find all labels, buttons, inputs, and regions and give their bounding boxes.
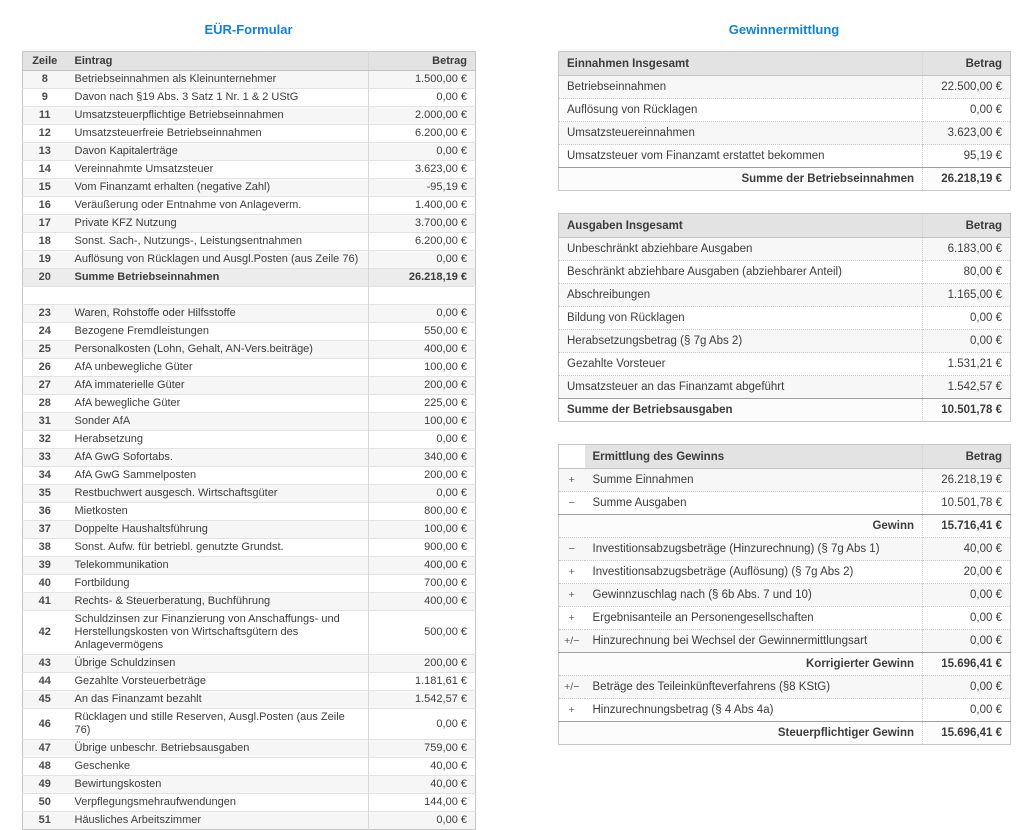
entry-label-cell: Telekommunikation	[67, 557, 369, 575]
sign-cell	[559, 515, 585, 538]
table-row	[23, 179, 476, 197]
amount-cell: 100,00 €	[369, 359, 476, 377]
amount-cell: 1.500,00 €	[369, 71, 476, 89]
row-number-cell: 31	[23, 413, 67, 431]
sum-row	[559, 168, 1011, 191]
table-row	[23, 521, 476, 539]
sign-cell: −	[559, 538, 585, 561]
amount-cell: 500,00 €	[369, 611, 476, 655]
amount-cell: 6.200,00 €	[369, 125, 476, 143]
amount-cell: 800,00 €	[369, 503, 476, 521]
amount-cell: 0,00 €	[923, 584, 1011, 607]
sign-cell: +	[559, 607, 585, 630]
entry-label-cell: Betriebseinnahmen als Kleinunternehmer	[67, 71, 369, 89]
sum-row	[559, 653, 1011, 676]
entry-label-cell: Schuldzinsen zur Finanzierung von Anschaffungs- und Herstellungskosten von Wirtschaftsgütern des Anlagevermögens	[67, 611, 369, 655]
sign-cell: +	[559, 561, 585, 584]
table-row	[559, 284, 1011, 307]
amount-cell: 80,00 €	[923, 261, 1011, 284]
amount-cell: -95,19 €	[369, 179, 476, 197]
spacer-cell	[23, 287, 369, 305]
entry-label-cell: Umsatzsteuereinnahmen	[559, 122, 923, 145]
amount-cell: 0,00 €	[369, 305, 476, 323]
table-header-row	[23, 52, 476, 71]
sum-row	[559, 515, 1011, 538]
amount-cell: 26.218,19 €	[923, 168, 1011, 191]
row-number-cell: 11	[23, 107, 67, 125]
entry-label-cell: Umsatzsteuer vom Finanzamt erstattet bekommen	[559, 145, 923, 168]
entry-label-cell: Investitionsabzugsbeträge (Auflösung) (§ 7g Abs 2)	[585, 561, 923, 584]
entry-label-cell: Hinzurechnung bei Wechsel der Gewinnermittlungsart	[585, 630, 923, 653]
row-number-cell: 17	[23, 215, 67, 233]
row-number-cell: 8	[23, 71, 67, 89]
table-row	[23, 323, 476, 341]
table-row	[23, 125, 476, 143]
entry-label-cell: Summe Ausgaben	[585, 492, 923, 515]
entry-label-cell: An das Finanzamt bezahlt	[67, 691, 369, 709]
amount-cell: 15.696,41 €	[923, 653, 1011, 676]
entry-label-cell: Auflösung von Rücklagen	[559, 99, 923, 122]
entry-label-cell: Sonst. Sach-, Nutzungs-, Leistungsentnahmen	[67, 233, 369, 251]
gewinnermittlung-tables	[558, 51, 1010, 745]
row-number-cell: 27	[23, 377, 67, 395]
amount-cell: 100,00 €	[369, 521, 476, 539]
table-row	[23, 575, 476, 593]
sign-cell: +	[559, 699, 585, 722]
table-row	[23, 794, 476, 812]
entry-label-cell: Herabsetzungsbetrag (§ 7g Abs 2)	[559, 330, 923, 353]
table-header-row	[559, 214, 1011, 238]
amount-cell: 100,00 €	[369, 413, 476, 431]
row-number-cell: 35	[23, 485, 67, 503]
eur-form-table	[22, 51, 476, 830]
entry-label-cell: Häusliches Arbeitszimmer	[67, 812, 369, 830]
entry-label-cell: Unbeschränkt abziehbare Ausgaben	[559, 238, 923, 261]
spacer-row	[23, 287, 476, 305]
row-number-cell: 32	[23, 431, 67, 449]
table-row	[23, 413, 476, 431]
gewinnermittlung-panel	[558, 22, 1010, 767]
entry-label-cell: Gewinnzuschlag nach (§ 6b Abs. 7 und 10)	[585, 584, 923, 607]
entry-label-cell: AfA GwG Sofortabs.	[67, 449, 369, 467]
amount-cell: 40,00 €	[369, 776, 476, 794]
row-number-cell: 26	[23, 359, 67, 377]
row-number-cell: 47	[23, 740, 67, 758]
amount-cell: 3.623,00 €	[369, 161, 476, 179]
table-header-row	[559, 445, 1011, 469]
amount-cell: 0,00 €	[923, 630, 1011, 653]
entry-label-cell: Gewinn	[585, 515, 923, 538]
table-row	[23, 215, 476, 233]
amount-cell: 3.700,00 €	[369, 215, 476, 233]
entry-label-cell: Ergebnisanteile an Personengesellschaften	[585, 607, 923, 630]
row-number-cell: 16	[23, 197, 67, 215]
amount-cell: 0,00 €	[923, 676, 1011, 699]
amount-cell: 0,00 €	[923, 307, 1011, 330]
table-row	[559, 307, 1011, 330]
spacer-amount-cell	[369, 287, 476, 305]
table-row	[559, 353, 1011, 376]
entry-label-cell: Waren, Rohstoffe oder Hilfsstoffe	[67, 305, 369, 323]
row-number-cell: 43	[23, 655, 67, 673]
amount-cell: 400,00 €	[369, 557, 476, 575]
entry-label-cell: Vom Finanzamt erhalten (negative Zahl)	[67, 179, 369, 197]
amount-cell: 340,00 €	[369, 449, 476, 467]
table-row	[23, 655, 476, 673]
table-row	[23, 71, 476, 89]
row-number-cell: 38	[23, 539, 67, 557]
entry-label-cell: Davon nach §19 Abs. 3 Satz 1 Nr. 1 & 2 UStG	[67, 89, 369, 107]
sign-column-header	[559, 445, 585, 469]
entry-label-cell: Hinzurechnungsbetrag (§ 4 Abs 4a)	[585, 699, 923, 722]
entry-label-cell: Betriebseinnahmen	[559, 76, 923, 99]
table-row	[559, 538, 1011, 561]
table-row	[559, 630, 1011, 653]
row-number-cell: 9	[23, 89, 67, 107]
table-row	[559, 561, 1011, 584]
row-number-cell: 25	[23, 341, 67, 359]
table-row	[23, 611, 476, 655]
sign-cell	[559, 653, 585, 676]
eur-form-panel	[22, 22, 475, 830]
section-header-label: Ermittlung des Gewinns	[585, 445, 923, 469]
table-row	[23, 197, 476, 215]
table-row	[23, 89, 476, 107]
table-row	[559, 330, 1011, 353]
sign-cell: +	[559, 584, 585, 607]
entry-label-cell: Restbuchwert ausgesch. Wirtschaftsgüter	[67, 485, 369, 503]
entry-label-cell: Vereinnahmte Umsatzsteuer	[67, 161, 369, 179]
amount-cell: 22.500,00 €	[923, 76, 1011, 99]
eur-form-title: EÜR-Formular	[204, 22, 293, 37]
table-row	[23, 691, 476, 709]
entry-label-cell: Sonst. Aufw. für betriebl. genutzte Grundst.	[67, 539, 369, 557]
table-row	[23, 812, 476, 830]
table-row	[23, 251, 476, 269]
amount-cell: 144,00 €	[369, 794, 476, 812]
table-row	[559, 122, 1011, 145]
amount-cell: 0,00 €	[369, 709, 476, 740]
entry-label-cell: Beschränkt abziehbare Ausgaben (abziehbarer Anteil)	[559, 261, 923, 284]
amount-cell: 759,00 €	[369, 740, 476, 758]
row-number-cell: 33	[23, 449, 67, 467]
row-number-cell: 45	[23, 691, 67, 709]
entry-label-cell: Private KFZ Nutzung	[67, 215, 369, 233]
amount-cell: 1.542,57 €	[369, 691, 476, 709]
row-number-cell: 12	[23, 125, 67, 143]
entry-label-cell: Sonder AfA	[67, 413, 369, 431]
table-row	[23, 161, 476, 179]
table-row	[23, 107, 476, 125]
amount-cell: 10.501,78 €	[923, 399, 1011, 422]
table-row	[23, 359, 476, 377]
table-row	[559, 376, 1011, 399]
table-row	[23, 233, 476, 251]
amount-cell: 6.200,00 €	[369, 233, 476, 251]
row-number-cell: 39	[23, 557, 67, 575]
amount-cell: 20,00 €	[923, 561, 1011, 584]
entry-label-cell: Davon Kapitalerträge	[67, 143, 369, 161]
gewinn-table-1	[558, 213, 1011, 422]
amount-cell: 40,00 €	[923, 538, 1011, 561]
sign-cell: +/−	[559, 630, 585, 653]
sign-cell: −	[559, 492, 585, 515]
row-number-cell: 19	[23, 251, 67, 269]
table-row	[23, 143, 476, 161]
entry-label-cell: AfA unbewegliche Güter	[67, 359, 369, 377]
table-header-row	[559, 52, 1011, 76]
entry-label-cell: Bildung von Rücklagen	[559, 307, 923, 330]
entry-label-cell: Steuerpflichtiger Gewinn	[585, 722, 923, 745]
row-number-cell: 28	[23, 395, 67, 413]
column-header-zeile: Zeile	[23, 52, 67, 71]
amount-cell: 550,00 €	[369, 323, 476, 341]
table-row	[23, 431, 476, 449]
row-number-cell: 23	[23, 305, 67, 323]
entry-label-cell: Rechts- & Steuerberatung, Buchführung	[67, 593, 369, 611]
gewinnermittlung-title: Gewinnermittlung	[728, 22, 840, 37]
column-header-betrag: Betrag	[923, 214, 1011, 238]
table-row	[23, 467, 476, 485]
entry-label-cell: Umsatzsteuerpflichtige Betriebseinnahmen	[67, 107, 369, 125]
amount-cell: 2.000,00 €	[369, 107, 476, 125]
amount-cell: 0,00 €	[369, 143, 476, 161]
table-row	[559, 145, 1011, 168]
column-header-eintrag: Eintrag	[67, 52, 369, 71]
amount-cell: 200,00 €	[369, 655, 476, 673]
entry-label-cell: AfA GwG Sammelposten	[67, 467, 369, 485]
row-number-cell: 46	[23, 709, 67, 740]
sign-cell	[559, 722, 585, 745]
row-number-cell: 40	[23, 575, 67, 593]
table-row	[23, 341, 476, 359]
sum-row	[559, 722, 1011, 745]
amount-cell: 1.542,57 €	[923, 376, 1011, 399]
row-number-cell: 44	[23, 673, 67, 691]
entry-label-cell: Auflösung von Rücklagen und Ausgl.Posten (aus Zeile 76)	[67, 251, 369, 269]
row-number-cell: 18	[23, 233, 67, 251]
entry-label-cell: Doppelte Haushaltsführung	[67, 521, 369, 539]
entry-label-cell: Herabsetzung	[67, 431, 369, 449]
entry-label-cell: Personalkosten (Lohn, Gehalt, AN-Vers.beiträge)	[67, 341, 369, 359]
column-header-betrag: Betrag	[369, 52, 476, 71]
row-number-cell: 51	[23, 812, 67, 830]
amount-cell: 700,00 €	[369, 575, 476, 593]
amount-cell: 200,00 €	[369, 377, 476, 395]
entry-label-cell: Veräußerung oder Entnahme von Anlageverm.	[67, 197, 369, 215]
entry-label-cell: Umsatzsteuer an das Finanzamt abgeführt	[559, 376, 923, 399]
table-row	[23, 776, 476, 794]
amount-cell: 0,00 €	[369, 89, 476, 107]
table-row	[23, 485, 476, 503]
row-number-cell: 36	[23, 503, 67, 521]
row-number-cell: 41	[23, 593, 67, 611]
table-row	[559, 261, 1011, 284]
entry-label-cell: Summe Betriebseinnahmen	[67, 269, 369, 287]
entry-label-cell: Summe der Betriebseinnahmen	[559, 168, 923, 191]
table-row	[23, 449, 476, 467]
table-row	[559, 492, 1011, 515]
amount-cell: 15.716,41 €	[923, 515, 1011, 538]
amount-cell: 0,00 €	[923, 699, 1011, 722]
sum-row	[559, 399, 1011, 422]
row-number-cell: 42	[23, 611, 67, 655]
entry-label-cell: Korrigierter Gewinn	[585, 653, 923, 676]
entry-label-cell: Bewirtungskosten	[67, 776, 369, 794]
table-row	[23, 539, 476, 557]
column-header-betrag: Betrag	[923, 445, 1011, 469]
entry-label-cell: Summe Einnahmen	[585, 469, 923, 492]
row-number-cell: 20	[23, 269, 67, 287]
amount-cell: 40,00 €	[369, 758, 476, 776]
row-number-cell: 15	[23, 179, 67, 197]
row-number-cell: 34	[23, 467, 67, 485]
amount-cell: 10.501,78 €	[923, 492, 1011, 515]
table-row	[559, 584, 1011, 607]
eur-form-table-body	[23, 71, 476, 830]
table-row	[23, 709, 476, 740]
amount-cell: 26.218,19 €	[369, 269, 476, 287]
table-row	[23, 305, 476, 323]
amount-cell: 15.696,41 €	[923, 722, 1011, 745]
table-row	[559, 607, 1011, 630]
entry-label-cell: Bezogene Fremdleistungen	[67, 323, 369, 341]
section-header-label: Einnahmen Insgesamt	[559, 52, 923, 76]
entry-label-cell: Verpflegungsmehraufwendungen	[67, 794, 369, 812]
entry-label-cell: Gezahlte Vorsteuer	[559, 353, 923, 376]
row-number-cell: 49	[23, 776, 67, 794]
amount-cell: 1.400,00 €	[369, 197, 476, 215]
table-row	[559, 699, 1011, 722]
amount-cell: 26.218,19 €	[923, 469, 1011, 492]
entry-label-cell: Beträge des Teileinkünfteverfahrens (§8 KStG)	[585, 676, 923, 699]
amount-cell: 3.623,00 €	[923, 122, 1011, 145]
row-number-cell: 37	[23, 521, 67, 539]
amount-cell: 1.165,00 €	[923, 284, 1011, 307]
table-row	[559, 99, 1011, 122]
amount-cell: 0,00 €	[369, 431, 476, 449]
row-number-cell: 48	[23, 758, 67, 776]
table-row	[23, 377, 476, 395]
entry-label-cell: Rücklagen und stille Reserven, Ausgl.Posten (aus Zeile 76)	[67, 709, 369, 740]
amount-cell: 0,00 €	[923, 330, 1011, 353]
row-number-cell: 13	[23, 143, 67, 161]
table-row	[23, 593, 476, 611]
entry-label-cell: AfA bewegliche Güter	[67, 395, 369, 413]
amount-cell: 95,19 €	[923, 145, 1011, 168]
row-number-cell: 50	[23, 794, 67, 812]
amount-cell: 1.181,61 €	[369, 673, 476, 691]
entry-label-cell: Gezahlte Vorsteuerbeträge	[67, 673, 369, 691]
amount-cell: 1.531,21 €	[923, 353, 1011, 376]
amount-cell: 900,00 €	[369, 539, 476, 557]
amount-cell: 0,00 €	[369, 251, 476, 269]
entry-label-cell: AfA immaterielle Güter	[67, 377, 369, 395]
amount-cell: 200,00 €	[369, 467, 476, 485]
amount-cell: 400,00 €	[369, 341, 476, 359]
entry-label-cell: Übrige Schuldzinsen	[67, 655, 369, 673]
table-row	[559, 469, 1011, 492]
entry-label-cell: Umsatzsteuerfreie Betriebseinnahmen	[67, 125, 369, 143]
amount-cell: 225,00 €	[369, 395, 476, 413]
entry-label-cell: Geschenke	[67, 758, 369, 776]
amount-cell: 0,00 €	[923, 99, 1011, 122]
entry-label-cell: Mietkosten	[67, 503, 369, 521]
sign-cell: +	[559, 469, 585, 492]
table-row	[559, 676, 1011, 699]
amount-cell: 400,00 €	[369, 593, 476, 611]
column-header-betrag: Betrag	[923, 52, 1011, 76]
row-number-cell: 14	[23, 161, 67, 179]
entry-label-cell: Übrige unbeschr. Betriebsausgaben	[67, 740, 369, 758]
amount-cell: 0,00 €	[369, 812, 476, 830]
entry-label-cell: Summe der Betriebsausgaben	[559, 399, 923, 422]
table-row	[23, 503, 476, 521]
amount-cell: 6.183,00 €	[923, 238, 1011, 261]
table-row	[23, 740, 476, 758]
entry-label-cell: Fortbildung	[67, 575, 369, 593]
gewinn-table-2	[558, 444, 1011, 745]
table-row	[559, 76, 1011, 99]
table-row	[559, 238, 1011, 261]
section-header-label: Ausgaben Insgesamt	[559, 214, 923, 238]
gewinn-table-0	[558, 51, 1011, 191]
table-row	[23, 758, 476, 776]
entry-label-cell: Abschreibungen	[559, 284, 923, 307]
table-row	[23, 395, 476, 413]
row-number-cell: 24	[23, 323, 67, 341]
table-row	[23, 557, 476, 575]
sign-cell: +/−	[559, 676, 585, 699]
sum-row	[23, 269, 476, 287]
amount-cell: 0,00 €	[923, 607, 1011, 630]
entry-label-cell: Investitionsabzugsbeträge (Hinzurechnung) (§ 7g Abs 1)	[585, 538, 923, 561]
table-row	[23, 673, 476, 691]
amount-cell: 0,00 €	[369, 485, 476, 503]
